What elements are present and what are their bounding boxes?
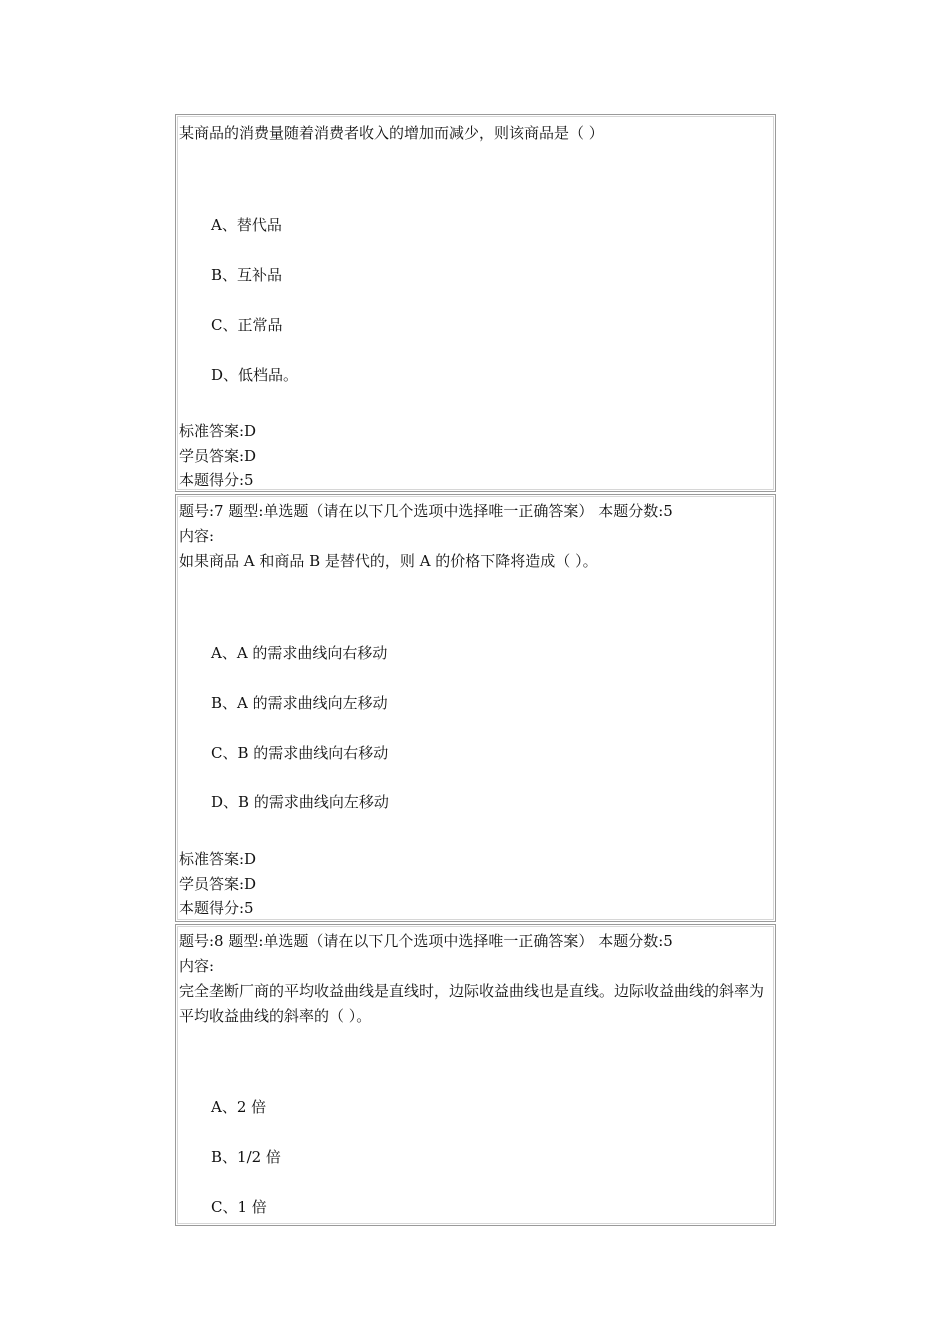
option-a: A、2 倍: [211, 1098, 267, 1116]
option-a: A、替代品: [211, 216, 282, 234]
content-label: 内容:: [179, 957, 215, 975]
question-content: 某商品的消费量随着消费者收入的增加而减少，则该商品是（ ）: [179, 124, 604, 142]
option-a: A、A 的需求曲线向右移动: [211, 644, 388, 662]
question-header: 题号:7 题型:单选题（请在以下几个选项中选择唯一正确答案） 本题分数:5: [179, 502, 673, 520]
option-b: B、A 的需求曲线向左移动: [211, 694, 388, 712]
question-content: 完全垄断厂商的平均收益曲线是直线时，边际收益曲线也是直线。边际收益曲线的斜率为平均收益曲线的斜率的（ ）。: [179, 982, 765, 1025]
option-c: C、1 倍: [211, 1198, 267, 1216]
exam-document: [175, 114, 776, 1226]
option-c: C、正常品: [211, 316, 283, 334]
option-d: D、低档品。: [211, 366, 299, 384]
question-block-8: [175, 924, 776, 1226]
student-answer: 学员答案:D: [179, 447, 257, 465]
question-score: 本题得分:5: [179, 471, 254, 489]
question-content: 如果商品 A 和商品 B 是替代的，则 A 的价格下降将造成（ ）。: [179, 552, 598, 570]
standard-answer: 标准答案:D: [179, 850, 257, 868]
option-b: B、互补品: [211, 266, 283, 284]
option-d: D、B 的需求曲线向左移动: [211, 793, 389, 811]
standard-answer: 标准答案:D: [179, 422, 257, 440]
content-label: 内容:: [179, 527, 215, 545]
question-block-6: [175, 114, 776, 492]
question-block-7: [175, 494, 776, 922]
question-score: 本题得分:5: [179, 899, 254, 917]
question-header: 题号:8 题型:单选题（请在以下几个选项中选择唯一正确答案） 本题分数:5: [179, 932, 673, 950]
option-c: C、B 的需求曲线向右移动: [211, 744, 389, 762]
option-b: B、1/2 倍: [211, 1148, 281, 1166]
student-answer: 学员答案:D: [179, 875, 257, 893]
